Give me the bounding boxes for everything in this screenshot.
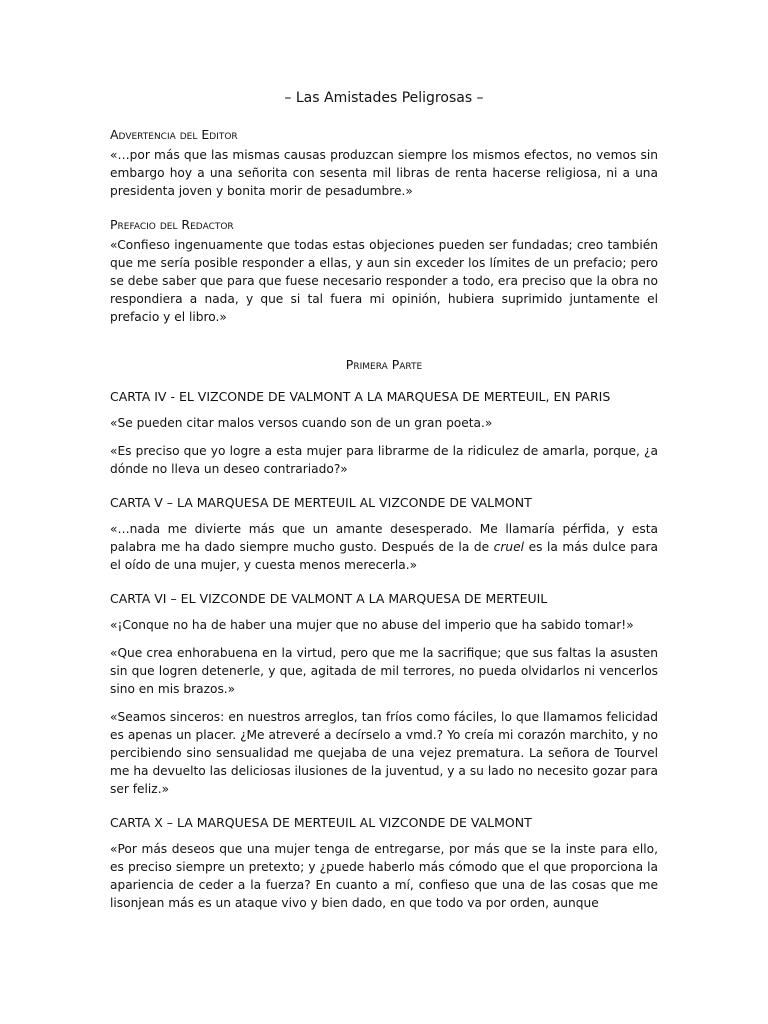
letter-vi-heading: CARTA VI – EL VIZCONDE DE VALMONT A LA MARQUESA DE MERTEUIL bbox=[110, 591, 548, 606]
letter-iv-heading: CARTA IV - EL VIZCONDE DE VALMONT A LA MARQUESA DE MERTEUIL, EN PARIS bbox=[110, 389, 611, 404]
document-page bbox=[110, 88, 658, 912]
part-heading: Primera Parte bbox=[345, 357, 423, 372]
editor-notice-heading: Advertencia del Editor bbox=[110, 127, 238, 142]
letter-x-heading: CARTA X – LA MARQUESA DE MERTEUIL AL VIZCONDE DE VALMONT bbox=[110, 815, 532, 830]
document-title: – Las Amistades Peligrosas – bbox=[284, 90, 484, 106]
letter-iv-quote-2: «Es preciso que yo logre a esta mujer para librarme de la ridiculez de amarla, porque, ¿a dónde no lleva un deseo contrariado?» bbox=[110, 444, 658, 476]
letter-vi-quote-3: «Seamos sinceros: en nuestros arreglos, tan fríos como fáciles, lo que llamamos felicidad es apenas un placer. ¿Me atreveré a decírselo a vmd.? Yo creía mi corazón marchito, y no percibiendo sino sensualidad me quejaba de una vejez prematura. La señora de Tourvel me ha devuelto las deliciosas ilusiones de la juventud, y a su lado no necesito gozar para ser feliz.» bbox=[110, 710, 658, 796]
letter-iv-quote-1: «Se pueden citar malos versos cuando son de un gran poeta.» bbox=[110, 416, 493, 430]
letter-v-text-a: «…nada me divierte más que un amante desesperado. Me llamaría pérfida, y esta palabra me ha dado siempre mucho gusto. Después de la de bbox=[110, 522, 658, 554]
letter-vi-quote-1: «¡Conque no ha de haber una mujer que no abuse del imperio que ha sabido tomar!» bbox=[110, 618, 634, 632]
letter-v-emphasis: cruel bbox=[493, 540, 524, 554]
letter-x-quote-1: «Por más deseos que una mujer tenga de entregarse, por más que se la inste para ello, es preciso siempre un pretexto; y ¿puede haberlo más cómodo que el que proporciona la apariencia de ceder a la fuerza? En cuanto a mí, confieso que una de las cosas que me lisonjean más es un ataque vivo y bien dado, en que todo va por orden, aunque bbox=[110, 842, 658, 910]
editor-notice-paragraph: «…por más que las mismas causas produzcan siempre los mismos efectos, no vemos sin embargo hoy a una señorita con sesenta mil libras de renta hacerse religiosa, ni a una presidenta joven y bonita morir de pesadumbre.» bbox=[110, 148, 658, 198]
letter-v-quote-1 bbox=[110, 520, 658, 574]
letter-v-text-b: es la más dulce para el oído de una mujer, y cuesta menos merecerla.» bbox=[110, 540, 658, 572]
letter-v-heading: CARTA V – LA MARQUESA DE MERTEUIL AL VIZCONDE DE VALMONT bbox=[110, 495, 532, 510]
letter-vi-quote-2: «Que crea enhorabuena en la virtud, pero que me la sacrifique; que sus faltas la asusten sin que logren detenerle, y que, agitada de mil terrores, no pueda olvidarlos ni vencerlos sino en mis brazos.» bbox=[110, 646, 658, 696]
redactor-preface-heading: Prefacio del Redactor bbox=[110, 217, 234, 232]
redactor-preface-paragraph: «Confieso ingenuamente que todas estas objeciones pueden ser fundadas; creo también que me sería posible responder a ellas, y aun sin exceder los límites de un prefacio; pero se debe saber que para que fuese necesario responder a todo, era preciso que la obra no respondiera a nada, y que si tal fuera mi opinión, hubiera suprimido juntamente el prefacio y el libro.» bbox=[110, 238, 658, 324]
